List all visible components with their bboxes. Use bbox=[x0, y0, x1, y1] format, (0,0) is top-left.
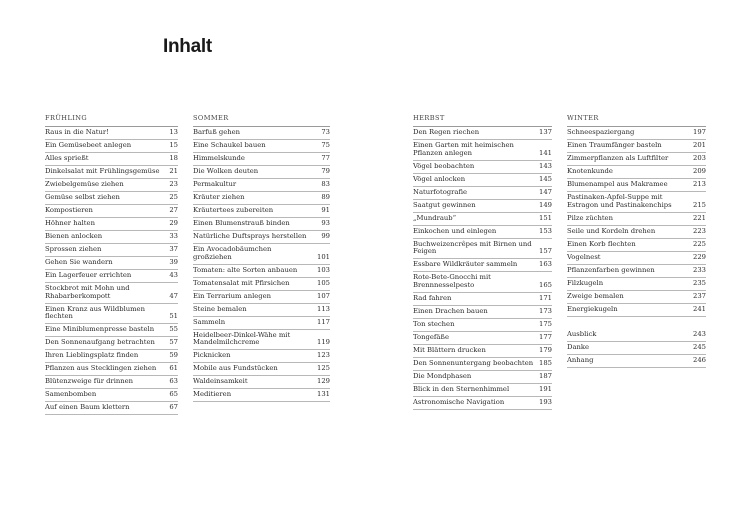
toc-entry[interactable] bbox=[413, 306, 552, 319]
toc-entry[interactable] bbox=[413, 174, 552, 187]
toc-entry-label: Blick in den Sternenhimmel bbox=[413, 384, 510, 393]
toc-entry-page: 39 bbox=[169, 258, 178, 267]
toc-entry-label: Pilze züchten bbox=[567, 213, 613, 222]
toc-entry-label: Den Regen riechen bbox=[413, 128, 480, 137]
toc-column-sommer bbox=[193, 114, 330, 402]
toc-entry-page: 221 bbox=[693, 213, 706, 222]
toc-entry-label: Einkochen und einlegen bbox=[413, 226, 497, 235]
toc-entry[interactable] bbox=[193, 179, 330, 192]
toc-entry-label: Kräuter ziehen bbox=[193, 193, 245, 202]
toc-entry-label: Auf einen Baum klettern bbox=[45, 403, 130, 412]
toc-entry[interactable] bbox=[193, 291, 330, 304]
toc-entry-label: Buchweizencrêpes mit Birnen und Feigen bbox=[413, 239, 532, 256]
toc-entry-page: 201 bbox=[693, 141, 706, 150]
toc-entry[interactable] bbox=[193, 244, 330, 265]
toc-entry-label: Stockbrot mit Mohn und Rhabarberkompott bbox=[45, 284, 130, 300]
toc-entry[interactable] bbox=[193, 153, 330, 166]
toc-entry[interactable] bbox=[193, 231, 330, 244]
toc-entry[interactable] bbox=[413, 293, 552, 306]
toc-entry[interactable] bbox=[567, 140, 706, 153]
toc-entry-label: Danke bbox=[567, 342, 590, 351]
toc-entry-label: Essbare Wildkräuter sammeln bbox=[413, 260, 518, 269]
toc-entry-page: 101 bbox=[317, 252, 330, 261]
toc-column-herbst bbox=[413, 114, 552, 410]
toc-entry[interactable] bbox=[193, 389, 330, 402]
toc-entry[interactable] bbox=[193, 218, 330, 231]
toc-entry-page: 213 bbox=[693, 180, 706, 189]
toc-entry-label: Ein Lagerfeuer errichten bbox=[45, 271, 132, 280]
toc-entry[interactable] bbox=[45, 257, 178, 270]
toc-entry-label: Pflanzen aus Stecklingen ziehen bbox=[45, 364, 157, 373]
toc-entry-page: 187 bbox=[539, 371, 552, 380]
toc-entry-label: Sprossen ziehen bbox=[45, 245, 102, 254]
toc-entry-page: 147 bbox=[539, 187, 552, 196]
toc-entry-label: Die Wolken deuten bbox=[193, 167, 259, 176]
toc-entry-label: Einen Korb flechten bbox=[567, 239, 636, 248]
toc-entry-page: 237 bbox=[693, 291, 706, 300]
toc-entry-page: 77 bbox=[321, 154, 330, 163]
toc-entry[interactable] bbox=[193, 192, 330, 205]
toc-entry[interactable] bbox=[193, 278, 330, 291]
toc-entry-page: 51 bbox=[169, 312, 178, 321]
toc-entry[interactable] bbox=[45, 218, 178, 231]
toc-entry[interactable] bbox=[413, 397, 552, 410]
toc-entry-label: Zwiebelgemüse ziehen bbox=[45, 180, 124, 189]
toc-entry[interactable] bbox=[45, 337, 178, 350]
toc-entry-page: 125 bbox=[317, 364, 330, 373]
toc-entry[interactable] bbox=[413, 345, 552, 358]
toc-entry-label: Raus in die Natur! bbox=[45, 128, 109, 137]
toc-entry-label: Picknicken bbox=[193, 351, 231, 360]
toc-entry-label: Blütenzweige für drinnen bbox=[45, 377, 134, 386]
toc-entry-label: Kompostieren bbox=[45, 206, 93, 215]
toc-entry-label: Rad fahren bbox=[413, 293, 452, 302]
toc-entry-page: 79 bbox=[321, 167, 330, 176]
toc-entry[interactable] bbox=[45, 402, 178, 415]
toc-entry-page: 193 bbox=[539, 397, 552, 406]
toc-entry[interactable] bbox=[567, 127, 706, 140]
toc-entry[interactable] bbox=[45, 153, 178, 166]
toc-entry-label: Steine bemalen bbox=[193, 304, 247, 313]
toc-entry-page: 171 bbox=[539, 293, 552, 302]
toc-entry[interactable] bbox=[413, 384, 552, 397]
toc-entry-label: Saatgut gewinnen bbox=[413, 200, 476, 209]
toc-entry[interactable] bbox=[567, 179, 706, 192]
toc-entry-label: Zimmerpflanzen als Luftfilter bbox=[567, 154, 669, 163]
toc-entry-page: 103 bbox=[317, 265, 330, 274]
toc-entry-label: Knotenkunde bbox=[567, 167, 613, 176]
toc-entry-label: Einen Drachen bauen bbox=[413, 306, 488, 315]
toc-entry-page: 143 bbox=[539, 161, 552, 170]
toc-entry[interactable] bbox=[567, 342, 706, 355]
toc-entry[interactable] bbox=[567, 153, 706, 166]
toc-entry-page: 153 bbox=[539, 226, 552, 235]
toc-entry-page: 73 bbox=[321, 128, 330, 137]
toc-entry-label: Heidelbeer-Dinkel-Wähe mit Mandelmilchcreme bbox=[193, 330, 291, 347]
toc-entry-page: 215 bbox=[693, 200, 706, 209]
toc-entry-page: 27 bbox=[169, 206, 178, 215]
toc-entry-page: 163 bbox=[539, 260, 552, 269]
toc-entry-label: Gehen Sie wandern bbox=[45, 258, 113, 267]
toc-entry[interactable] bbox=[45, 270, 178, 283]
toc-entry-page: 173 bbox=[539, 306, 552, 315]
toc-entry-page: 29 bbox=[169, 219, 178, 228]
toc-entry-page: 89 bbox=[321, 193, 330, 202]
toc-entry-page: 57 bbox=[169, 338, 178, 347]
toc-entry[interactable] bbox=[567, 226, 706, 239]
toc-entry-label: Einen Kranz aus Wildblumen flechten bbox=[45, 304, 145, 321]
toc-entry-label: Natürliche Duftsprays herstellen bbox=[193, 232, 307, 241]
toc-entry[interactable] bbox=[567, 213, 706, 226]
toc-entry[interactable] bbox=[193, 304, 330, 317]
toc-entry-label: Barfuß gehen bbox=[193, 128, 241, 137]
toc-entry[interactable] bbox=[413, 140, 552, 161]
toc-entry-label: Astronomische Navigation bbox=[413, 397, 505, 406]
toc-entry-label: Bienen anlocken bbox=[45, 232, 103, 241]
toc-entry[interactable] bbox=[567, 329, 706, 342]
toc-entry-label: Ihren Lieblingsplatz finden bbox=[45, 351, 139, 360]
toc-entry-page: 131 bbox=[317, 390, 330, 399]
toc-entry[interactable] bbox=[45, 140, 178, 153]
toc-entry[interactable] bbox=[413, 187, 552, 200]
toc-entry-label: Anhang bbox=[567, 355, 594, 364]
toc-entry-page: 151 bbox=[539, 213, 552, 222]
toc-entry-page: 55 bbox=[169, 325, 178, 334]
toc-entry-label: Sammeln bbox=[193, 317, 226, 326]
toc-entry-label: Gemüse selbst ziehen bbox=[45, 193, 120, 202]
toc-entry-label: Mit Blättern drucken bbox=[413, 345, 486, 354]
toc-entry[interactable] bbox=[193, 166, 330, 179]
toc-entry[interactable] bbox=[413, 200, 552, 213]
toc-entry-label: Samenbomben bbox=[45, 390, 97, 399]
toc-entry[interactable] bbox=[567, 355, 706, 368]
toc-entry[interactable] bbox=[567, 265, 706, 278]
page-title: Inhalt bbox=[163, 36, 212, 57]
toc-entry[interactable] bbox=[193, 140, 330, 153]
toc-entry-label: Vögel beobachten bbox=[413, 161, 475, 170]
toc-entry-label: Ein Terrarium anlegen bbox=[193, 291, 272, 300]
toc-entry-page: 107 bbox=[317, 291, 330, 300]
toc-entry[interactable] bbox=[45, 166, 178, 179]
toc-entry[interactable] bbox=[45, 179, 178, 192]
toc-entry-page: 246 bbox=[693, 355, 706, 364]
toc-entry-page: 25 bbox=[169, 193, 178, 202]
toc-entry[interactable] bbox=[413, 259, 552, 272]
toc-entry-page: 191 bbox=[539, 384, 552, 393]
toc-entry-label: Einen Blumenstrauß binden bbox=[193, 219, 290, 228]
toc-entry[interactable] bbox=[45, 389, 178, 402]
toc-entry-page: 203 bbox=[693, 154, 706, 163]
toc-entry[interactable] bbox=[193, 127, 330, 140]
toc-entry[interactable] bbox=[45, 304, 178, 325]
toc-entry-page: 93 bbox=[321, 219, 330, 228]
toc-entry-label: Einen Traumfänger basteln bbox=[567, 141, 662, 150]
toc-entry[interactable] bbox=[45, 192, 178, 205]
toc-entry-label: Zweige bemalen bbox=[567, 291, 624, 300]
toc-entry-page: 175 bbox=[539, 319, 552, 328]
toc-entry-page: 105 bbox=[317, 278, 330, 287]
toc-entry-label: Dinkelsalat mit Frühlingsgemüse bbox=[45, 167, 160, 176]
toc-entry-label: Kräutertees zubereiten bbox=[193, 206, 274, 215]
toc-entry-label: Tongefäße bbox=[413, 332, 449, 341]
toc-entry-page: 15 bbox=[169, 141, 178, 150]
toc-entry-label: Den Sonnenaufgang betrachten bbox=[45, 338, 155, 347]
toc-entry[interactable] bbox=[413, 161, 552, 174]
toc-entry[interactable] bbox=[45, 376, 178, 389]
toc-entry[interactable] bbox=[45, 324, 178, 337]
toc-entry-page: 59 bbox=[169, 351, 178, 360]
toc-entry-page: 245 bbox=[693, 342, 706, 351]
toc-entry[interactable] bbox=[413, 319, 552, 332]
toc-entry[interactable] bbox=[413, 226, 552, 239]
toc-entry-label: Rote-Bete-Gnocchi mit Brennnesselpesto bbox=[413, 273, 491, 289]
toc-entry-label: Höhner halten bbox=[45, 219, 95, 228]
toc-entry[interactable] bbox=[413, 213, 552, 226]
toc-entry[interactable] bbox=[193, 376, 330, 389]
toc-entry-label: Energiekugeln bbox=[567, 304, 618, 313]
toc-entry[interactable] bbox=[193, 330, 330, 351]
toc-entry-page: 75 bbox=[321, 141, 330, 150]
toc-entry[interactable] bbox=[413, 332, 552, 345]
toc-entry[interactable] bbox=[45, 363, 178, 376]
toc-entry-label: „Mundraub“ bbox=[413, 213, 457, 222]
toc-entry-label: Pastinaken-Apfel-Suppe mit Estragon und Pastinakenchips bbox=[567, 193, 672, 209]
toc-entry[interactable] bbox=[567, 278, 706, 291]
toc-entry-page: 179 bbox=[539, 345, 552, 354]
toc-entry-label: Ausblick bbox=[567, 329, 597, 338]
toc-entry-page: 18 bbox=[169, 154, 178, 163]
section-header: HERBST bbox=[413, 114, 552, 127]
toc-entry-label: Eine Schaukel bauen bbox=[193, 141, 266, 150]
toc-entry-page: 37 bbox=[169, 245, 178, 254]
toc-entry-label: Filzkugeln bbox=[567, 278, 604, 287]
toc-entry-page: 165 bbox=[539, 280, 552, 289]
toc-entry[interactable] bbox=[45, 127, 178, 140]
toc-entry-page: 145 bbox=[539, 174, 552, 183]
toc-entry-page: 61 bbox=[169, 364, 178, 373]
toc-entry[interactable] bbox=[45, 283, 178, 304]
toc-entry-page: 63 bbox=[169, 377, 178, 386]
toc-entry-page: 157 bbox=[539, 247, 552, 256]
toc-entry-label: Vogelnest bbox=[567, 252, 601, 261]
section-header: WINTER bbox=[567, 114, 706, 127]
toc-entry[interactable] bbox=[193, 350, 330, 363]
toc-entry-page: 21 bbox=[169, 167, 178, 176]
toc-entry-label: Alles sprießt bbox=[45, 154, 89, 163]
toc-entry-label: Ein Gemüsebeet anlegen bbox=[45, 141, 132, 150]
toc-entry-page: 129 bbox=[317, 377, 330, 386]
toc-entry-label: Ein Avocadobäumchen großziehen bbox=[193, 245, 272, 261]
toc-entry-page: 197 bbox=[693, 128, 706, 137]
toc-entry[interactable] bbox=[45, 244, 178, 257]
toc-entry[interactable] bbox=[567, 239, 706, 252]
toc-entry-page: 137 bbox=[539, 128, 552, 137]
toc-entry-page: 91 bbox=[321, 206, 330, 215]
toc-entry[interactable] bbox=[567, 166, 706, 179]
toc-entry[interactable] bbox=[193, 205, 330, 218]
toc-entry[interactable] bbox=[45, 205, 178, 218]
toc-entry[interactable] bbox=[413, 371, 552, 384]
toc-entry[interactable] bbox=[193, 317, 330, 330]
toc-entry-label: Einen Garten mit heimischen Pflanzen anlegen bbox=[413, 141, 514, 157]
toc-entry-label: Tomatensalat mit Pfirsichen bbox=[193, 278, 290, 287]
toc-entry[interactable] bbox=[567, 192, 706, 213]
toc-entry-page: 123 bbox=[317, 351, 330, 360]
toc-entry-page: 113 bbox=[317, 304, 330, 313]
toc-entry-label: Waldeinsamkeit bbox=[193, 377, 248, 386]
toc-entry-page: 241 bbox=[693, 304, 706, 313]
toc-entry[interactable] bbox=[413, 127, 552, 140]
toc-entry-label: Den Sonnenuntergang beobachten bbox=[413, 358, 534, 367]
toc-entry-label: Mobile aus Fundstücken bbox=[193, 364, 278, 373]
toc-entry-page: 185 bbox=[539, 358, 552, 367]
toc-entry-page: 13 bbox=[169, 128, 178, 137]
toc-entry-label: Seile und Kordeln drehen bbox=[567, 226, 656, 235]
toc-column-winter bbox=[567, 114, 706, 368]
toc-entry-label: Die Mondphasen bbox=[413, 371, 472, 380]
toc-entry-page: 225 bbox=[693, 239, 706, 248]
toc-entry-page: 47 bbox=[169, 291, 178, 300]
toc-entry[interactable] bbox=[45, 231, 178, 244]
toc-entry-label: Meditieren bbox=[193, 390, 232, 399]
toc-entry-page: 177 bbox=[539, 332, 552, 341]
toc-entry-page: 83 bbox=[321, 180, 330, 189]
toc-entry[interactable] bbox=[193, 363, 330, 376]
toc-entry[interactable] bbox=[567, 291, 706, 304]
toc-entry-label: Blumenampel aus Makramee bbox=[567, 180, 668, 189]
toc-entry[interactable] bbox=[567, 252, 706, 265]
toc-entry-page: 23 bbox=[169, 180, 178, 189]
toc-entry-page: 223 bbox=[693, 226, 706, 235]
toc-entry-page: 235 bbox=[693, 278, 706, 287]
toc-entry-label: Pflanzenfarben gewinnen bbox=[567, 265, 655, 274]
toc-entry-page: 149 bbox=[539, 200, 552, 209]
toc-entry-page: 141 bbox=[539, 148, 552, 157]
toc-entry-label: Ton stechen bbox=[413, 319, 455, 328]
toc-entry-page: 233 bbox=[693, 265, 706, 274]
toc-entry-page: 33 bbox=[169, 232, 178, 241]
toc-entry[interactable] bbox=[193, 265, 330, 278]
toc-column-fruehling bbox=[45, 114, 178, 415]
toc-entry[interactable] bbox=[567, 304, 706, 317]
toc-entry-page: 99 bbox=[321, 232, 330, 241]
toc-entry[interactable] bbox=[413, 239, 552, 260]
toc-entry-page: 119 bbox=[317, 338, 330, 347]
toc-entry-label: Tomaten: alte Sorten anbauen bbox=[193, 265, 298, 274]
toc-entry-label: Vögel anlocken bbox=[413, 174, 466, 183]
toc-entry-page: 67 bbox=[169, 403, 178, 412]
toc-entry[interactable] bbox=[413, 358, 552, 371]
toc-entry-page: 65 bbox=[169, 390, 178, 399]
toc-entry-label: Permakultur bbox=[193, 180, 237, 189]
toc-entry-label: Eine Miniblumenpresse basteln bbox=[45, 325, 155, 334]
toc-entry[interactable] bbox=[413, 272, 552, 293]
toc-entry-page: 243 bbox=[693, 329, 706, 338]
toc-entry-label: Schneespaziergang bbox=[567, 128, 635, 137]
toc-entry[interactable] bbox=[45, 350, 178, 363]
toc-entry-page: 209 bbox=[693, 167, 706, 176]
toc-entry-label: Himmelskunde bbox=[193, 154, 245, 163]
toc-entry-page: 117 bbox=[317, 317, 330, 326]
section-header: SOMMER bbox=[193, 114, 330, 127]
toc-entry-page: 43 bbox=[169, 271, 178, 280]
toc-entry-page: 229 bbox=[693, 252, 706, 261]
toc-entry-label: Naturfotografie bbox=[413, 187, 467, 196]
section-header: FRÜHLING bbox=[45, 114, 178, 127]
